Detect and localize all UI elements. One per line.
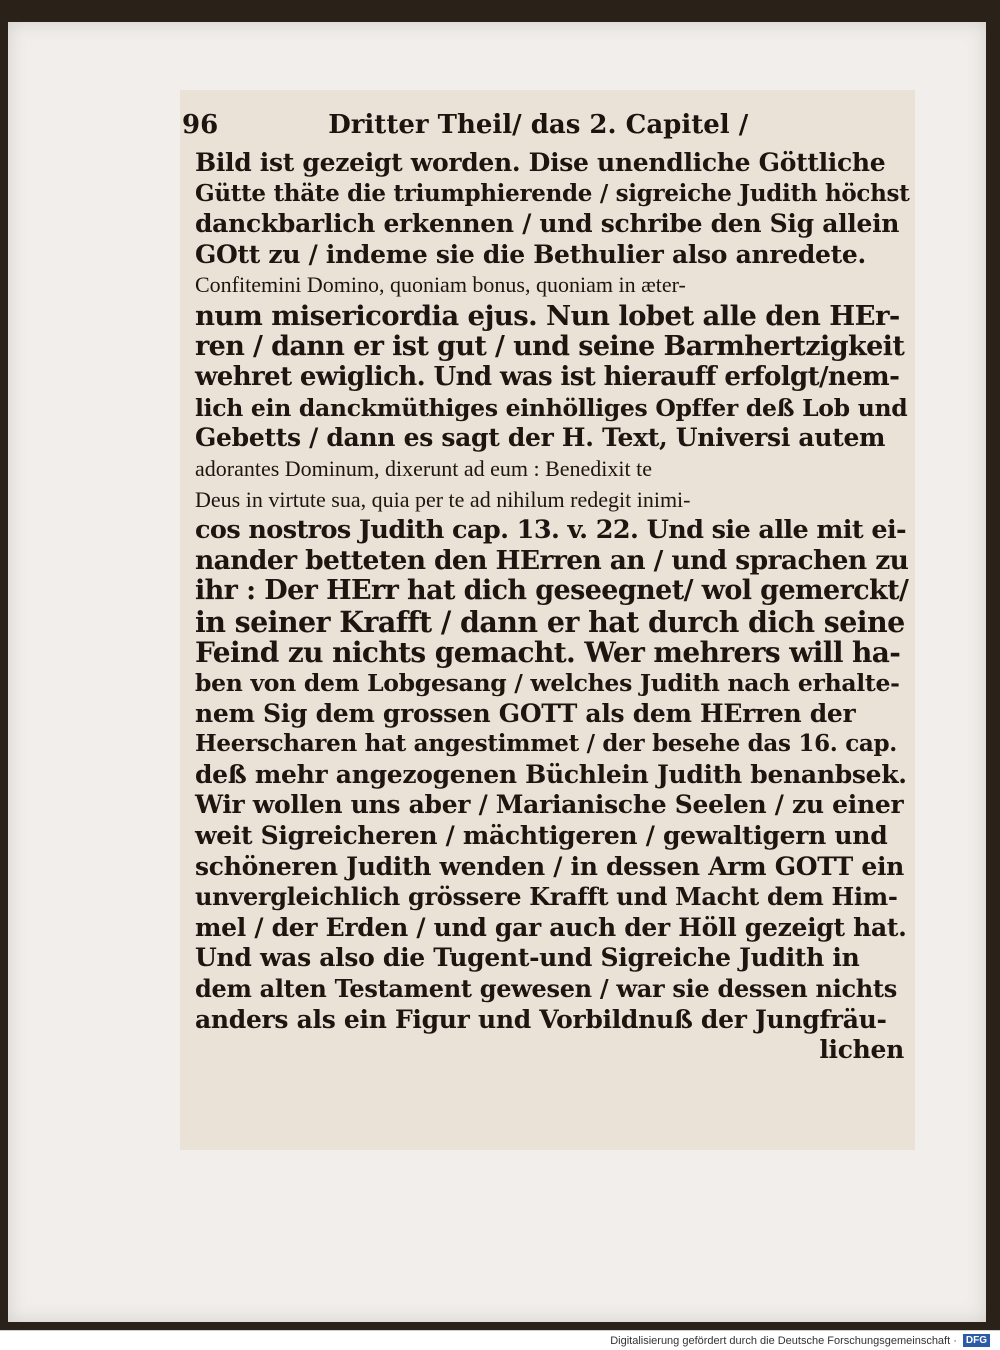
- text-line: Deus in virtute sua, quia per te ad nihilum redegit inimi-: [195, 486, 691, 512]
- text-line: deß mehr angezogenen Büchlein Judith benanbsek.: [195, 759, 907, 789]
- text-line: Wir wollen uns aber / Marianische Seelen / zu einer: [195, 790, 904, 820]
- text-line: wehret ewiglich. Und was ist hierauff erfolgt/nem-: [195, 362, 900, 393]
- text-line: Gebetts / dann es sagt der H. Text, Universi autem: [195, 423, 886, 453]
- text-line: ren / dann er ist gut / und seine Barmhertzigkeit: [195, 330, 905, 362]
- text-line: anders als ein Figur und Vorbildnuß der Jungfräu-: [195, 1004, 887, 1034]
- running-header: [182, 110, 749, 140]
- text-line: cos nostros Judith cap. 13. v. 22. Und sie alle mit ei-: [195, 515, 907, 546]
- text-line: Gütte thäte die triumphierende / sigreiche Judith höchst: [195, 179, 910, 207]
- footer-credit: Digitalisierung gefördert durch die Deutsche Forschungsgemeinschaft ·: [610, 1334, 957, 1347]
- text-line: num misericordia ejus. Nun lobet alle den HEr-: [195, 299, 900, 332]
- text-line: nem Sig dem grossen GOTT als dem HErren der: [195, 698, 856, 728]
- text-line: weit Sigreicheren / mächtigeren / gewaltigern und: [195, 821, 888, 851]
- text-line: lich ein danckmüthiges einhölliges Opffer deß Lob und: [195, 393, 908, 422]
- text-line: ben von dem Lobgesang / welches Judith nach erhalte-: [195, 669, 900, 698]
- text-line: Bild ist gezeigt worden. Dise unendliche Göttliche: [195, 148, 886, 177]
- text-line: dem alten Testament gewesen / war sie dessen nichts: [195, 974, 897, 1004]
- text-line: in seiner Krafft / dann er hat durch dich seine: [195, 604, 905, 639]
- catchword: lichen: [819, 1035, 904, 1065]
- running-head: Dritter Theil/ das 2. Capitel /: [328, 110, 749, 140]
- text-line: ihr : Der HErr hat dich geseegnet/ wol gemerckt/: [195, 575, 909, 607]
- text-line: Confitemini Domino, quoniam bonus, quoniam in æter-: [195, 272, 686, 298]
- text-line: unvergleichlich grössere Krafft und Macht dem Him-: [195, 882, 898, 912]
- text-line: schöneren Judith wenden / in dessen Arm GOTT ein: [195, 851, 905, 881]
- text-line: adorantes Dominum, dixerunt ad eum : Benedixit te: [195, 455, 653, 481]
- text-line: danckbarlich erkennen / und schribe den Sig allein: [195, 209, 900, 239]
- page-number: 96: [182, 110, 219, 140]
- text-line: mel / der Erden / und gar auch der Höll gezeigt hat.: [195, 912, 907, 942]
- dfg-logo: DFG: [963, 1334, 990, 1347]
- body-text: [195, 148, 910, 1066]
- text-line: GOtt zu / indeme sie die Bethulier also anredete.: [195, 239, 866, 269]
- text-line: Heerscharen hat angestimmet / der besehe das 16. cap.: [195, 730, 897, 758]
- text-line: nander betteten den HErren an / und sprachen zu: [195, 544, 909, 576]
- digitization-footer: [0, 1330, 1000, 1350]
- text-line: Feind zu nichts gemacht. Wer mehrers will ha-: [195, 635, 901, 669]
- text-line: Und was also die Tugent-und Sigreiche Judith in: [195, 943, 860, 973]
